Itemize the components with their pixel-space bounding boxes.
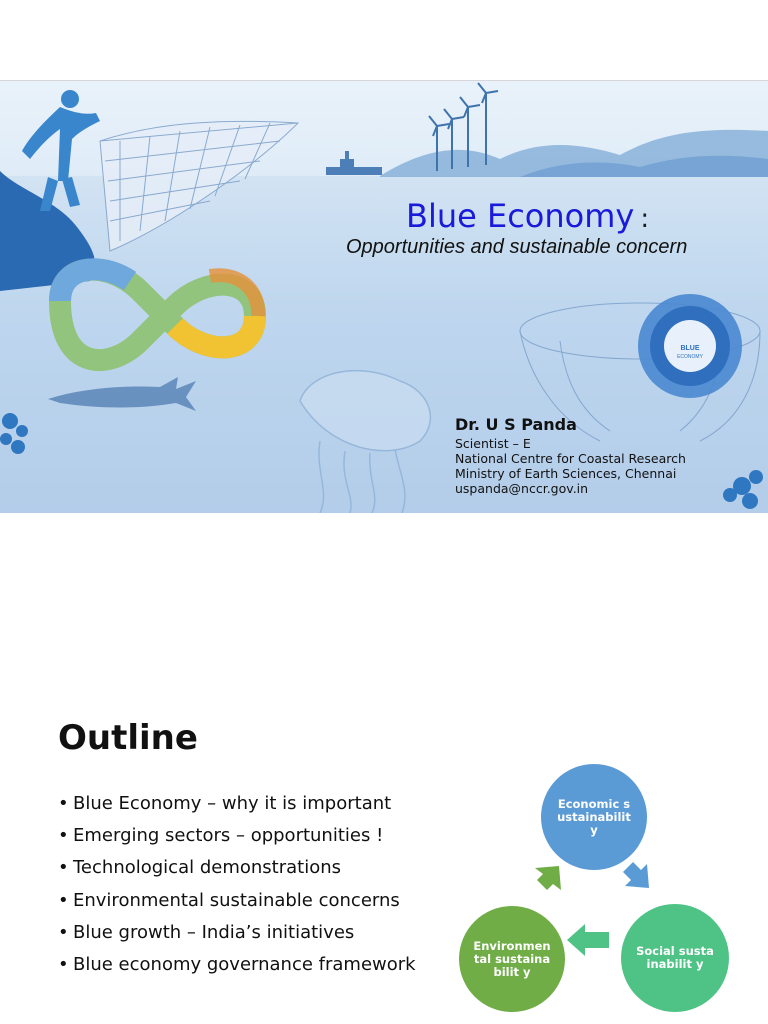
ship-icon — [326, 151, 382, 175]
title-line — [406, 197, 649, 235]
slide-title: Blue Economy — [406, 197, 635, 235]
list-item: • Technological demonstrations — [58, 854, 416, 886]
list-item: • Environmental sustainable concerns — [58, 887, 416, 919]
list-item: • Blue growth – India’s initiatives — [58, 919, 416, 951]
blue-economy-infinity-icon — [60, 269, 258, 360]
blue-economy-logo — [638, 294, 742, 398]
arrow-down-right-icon — [623, 862, 649, 888]
bullet-icon: • — [58, 825, 69, 847]
author-block — [455, 415, 686, 496]
bullet-icon: • — [58, 953, 69, 975]
bullet-icon: • — [58, 889, 69, 911]
title-colon: : — [640, 204, 650, 234]
environmental-sustainability-node: Environmen tal sustainabilit y — [459, 906, 565, 1012]
svg-text:ECONOMY: ECONOMY — [677, 354, 703, 360]
outline-list — [58, 790, 416, 983]
jellyfish-icon — [300, 371, 430, 513]
fisherman-icon — [22, 90, 100, 211]
author-email: uspanda@nccr.gov.in — [455, 481, 589, 496]
sustainability-cycle-diagram — [455, 760, 745, 1024]
author-ministry: Ministry of Earth Sciences, Chennai — [455, 466, 677, 481]
outline-slide — [0, 690, 768, 1024]
author-name: Dr. U S Panda — [455, 415, 577, 434]
arrow-left-icon — [567, 924, 609, 956]
author-organization: National Centre for Coastal Research — [455, 451, 686, 466]
outline-title: Outline — [58, 718, 198, 758]
title-slide — [0, 80, 768, 513]
list-item: • Emerging sectors – opportunities ! — [58, 822, 416, 854]
cast-net-icon — [100, 121, 298, 251]
list-item: • Blue Economy – why it is important — [58, 790, 416, 822]
bullet-icon: • — [58, 921, 69, 943]
bullet-icon: • — [58, 857, 69, 879]
arrow-up-right-icon — [535, 866, 561, 890]
shark-icon — [48, 377, 196, 411]
list-item: • Blue economy governance framework — [58, 951, 416, 983]
author-role: Scientist – E — [455, 436, 531, 451]
slide-subtitle: Opportunities and sustainable concern — [346, 236, 688, 258]
bullet-icon: • — [58, 793, 69, 814]
svg-text:BLUE: BLUE — [680, 345, 700, 352]
economic-sustainability-node: Economic sustainabilit y — [541, 764, 647, 870]
social-sustainability-node: Social sustainabilit y — [621, 904, 729, 1012]
